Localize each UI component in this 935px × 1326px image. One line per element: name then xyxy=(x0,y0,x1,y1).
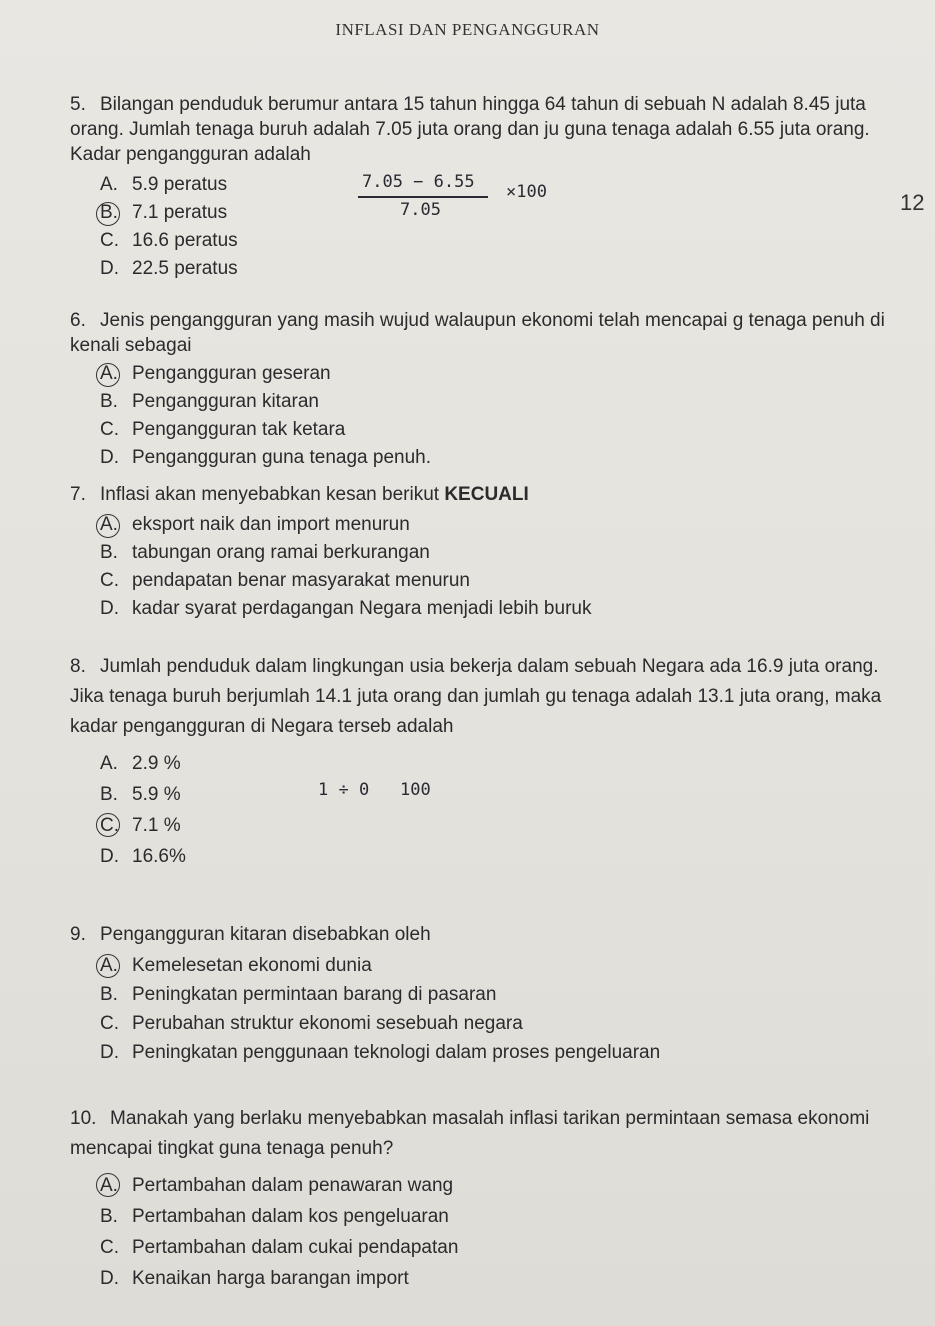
option-b[interactable] xyxy=(100,980,895,1009)
question-text: Bilangan penduduk berumur antara 15 tahun hingga 64 tahun di sebuah N adalah 8.45 juta orang. Jumlah tenaga buruh adalah 7.05 juta orang dan ju guna tenaga adalah 6.55 juta orang. Kadar pengangguran adalah xyxy=(70,94,870,165)
question-stem xyxy=(70,652,895,742)
question-7 xyxy=(70,482,895,623)
question-stem xyxy=(70,1104,915,1164)
option-letter: A. xyxy=(100,951,132,980)
question-number: 9. xyxy=(70,924,86,945)
handwritten-fraction: 1 ÷ 0 xyxy=(318,780,370,800)
option-text: Pertambahan dalam cukai pendapatan xyxy=(132,1237,459,1258)
option-b[interactable] xyxy=(100,539,895,567)
option-letter: B. xyxy=(100,984,118,1005)
option-letter: A. xyxy=(100,174,118,195)
option-letter: A. xyxy=(100,360,132,388)
options-list xyxy=(70,511,895,623)
option-letter: D. xyxy=(100,447,119,468)
option-text: pendapatan benar masyarakat menurun xyxy=(132,570,471,591)
option-letter: D. xyxy=(100,846,119,867)
option-text: Peningkatan permintaan barang di pasaran xyxy=(132,984,497,1005)
question-stem xyxy=(70,308,895,358)
option-letter: D. xyxy=(100,1268,119,1289)
option-letter: D. xyxy=(100,258,119,279)
question-text: Jenis pengangguran yang masih wujud walaupun ekonomi telah mencapai g tenaga penuh di kenali sebagai xyxy=(70,310,885,356)
option-text: Pengangguran geseran xyxy=(132,363,331,384)
handwritten-denominator: 7.05 xyxy=(400,200,441,220)
option-letter: B. xyxy=(100,1206,118,1227)
option-text: 16.6 peratus xyxy=(132,230,238,251)
question-8 xyxy=(70,652,895,872)
option-b[interactable] xyxy=(100,388,895,416)
question-emphasis: KECUALI xyxy=(444,484,529,505)
handwritten-multiplier: ×100 xyxy=(506,182,547,202)
question-6 xyxy=(70,308,895,472)
option-text: Perubahan struktur ekonomi sesebuah negara xyxy=(132,1013,523,1034)
option-letter: C. xyxy=(100,570,119,591)
option-d[interactable] xyxy=(100,595,895,623)
option-c[interactable] xyxy=(100,227,895,255)
page-title: INFLASI DAN PENGANGGURAN xyxy=(335,20,600,39)
question-5 xyxy=(70,92,895,283)
question-number: 7. xyxy=(70,484,86,505)
option-text: 5.9 % xyxy=(132,784,181,805)
option-a[interactable] xyxy=(100,1170,915,1201)
option-a[interactable] xyxy=(100,171,895,199)
option-text: Pengangguran guna tenaga penuh. xyxy=(132,447,431,468)
option-letter: C. xyxy=(100,810,132,841)
option-text: tabungan orang ramai berkurangan xyxy=(132,542,430,563)
option-text: Pengangguran kitaran xyxy=(132,391,319,412)
option-letter: B. xyxy=(100,542,118,563)
handwritten-fraction-bar xyxy=(358,196,488,198)
option-b[interactable] xyxy=(100,779,895,810)
option-letter: D. xyxy=(100,1042,119,1063)
option-text: kadar syarat perdagangan Negara menjadi lebih buruk xyxy=(132,598,592,619)
options-list xyxy=(70,951,895,1067)
option-text: Kemelesetan ekonomi dunia xyxy=(132,955,372,976)
option-letter: A. xyxy=(100,511,132,539)
option-d[interactable] xyxy=(100,444,895,472)
option-text: eksport naik dan import menurun xyxy=(132,514,410,535)
option-letter: A. xyxy=(100,753,118,774)
option-text: 7.1 % xyxy=(132,815,181,836)
options-list xyxy=(70,171,895,283)
handwritten-multiplier: 100 xyxy=(400,780,431,800)
options-list xyxy=(70,1170,915,1294)
option-letter: B. xyxy=(100,199,132,227)
handwritten-numerator: 7.05 − 6.55 xyxy=(362,172,475,192)
question-text: Inflasi akan menyebabkan kesan berikut xyxy=(100,484,445,505)
option-letter: C. xyxy=(100,1237,119,1258)
option-c[interactable] xyxy=(100,416,895,444)
question-number: 8. xyxy=(70,656,86,677)
option-b[interactable] xyxy=(100,199,895,227)
option-c[interactable] xyxy=(100,1009,895,1038)
question-stem xyxy=(70,922,895,947)
option-text: Kenaikan harga barangan import xyxy=(132,1268,409,1289)
question-stem xyxy=(70,482,895,507)
options-list xyxy=(70,748,895,872)
option-text: 22.5 peratus xyxy=(132,258,238,279)
option-a[interactable] xyxy=(100,951,895,980)
option-c[interactable] xyxy=(100,567,895,595)
option-d[interactable] xyxy=(100,841,895,872)
option-letter: B. xyxy=(100,784,118,805)
margin-number: 12 xyxy=(900,190,925,215)
option-text: Pertambahan dalam penawaran wang xyxy=(132,1175,454,1196)
option-text: 5.9 peratus xyxy=(132,174,228,195)
option-a[interactable] xyxy=(100,748,895,779)
option-letter: C. xyxy=(100,419,119,440)
option-letter: C. xyxy=(100,230,119,251)
option-text: Pengangguran tak ketara xyxy=(132,419,346,440)
option-text: 2.9 % xyxy=(132,753,181,774)
option-d[interactable] xyxy=(100,1038,895,1067)
question-9 xyxy=(70,922,895,1067)
question-number: 6. xyxy=(70,310,86,331)
option-letter: C. xyxy=(100,1013,119,1034)
option-letter: B. xyxy=(100,391,118,412)
question-stem xyxy=(70,92,895,167)
question-text: Jumlah penduduk dalam lingkungan usia bekerja dalam sebuah Negara ada 16.9 juta orang. Jika tenaga buruh berjumlah 14.1 juta orang dan jumlah gu tenaga adalah 13.1 juta orang, maka kadar pengangguran di Negara terseb adalah xyxy=(70,656,882,737)
question-text: Manakah yang berlaku menyebabkan masalah inflasi tarikan permintaan semasa ekonomi mencapai tingkat guna tenaga penuh? xyxy=(70,1108,870,1159)
option-d[interactable] xyxy=(100,1263,915,1294)
option-letter: A. xyxy=(100,1170,132,1201)
option-c[interactable] xyxy=(100,1232,915,1263)
option-letter: D. xyxy=(100,598,119,619)
option-text: 7.1 peratus xyxy=(132,202,228,223)
option-d[interactable] xyxy=(100,255,895,283)
question-10 xyxy=(70,1104,915,1294)
option-b[interactable] xyxy=(100,1201,915,1232)
option-text: Pertambahan dalam kos pengeluaran xyxy=(132,1206,449,1227)
option-a[interactable] xyxy=(100,511,895,539)
option-text: Peningkatan penggunaan teknologi dalam proses pengeluaran xyxy=(132,1042,661,1063)
option-c[interactable] xyxy=(100,810,895,841)
options-list xyxy=(70,360,895,472)
question-text: Pengangguran kitaran disebabkan oleh xyxy=(100,924,431,945)
option-a[interactable] xyxy=(100,360,895,388)
option-text: 16.6% xyxy=(132,846,186,867)
question-number: 5. xyxy=(70,94,86,115)
question-number: 10. xyxy=(70,1108,97,1129)
